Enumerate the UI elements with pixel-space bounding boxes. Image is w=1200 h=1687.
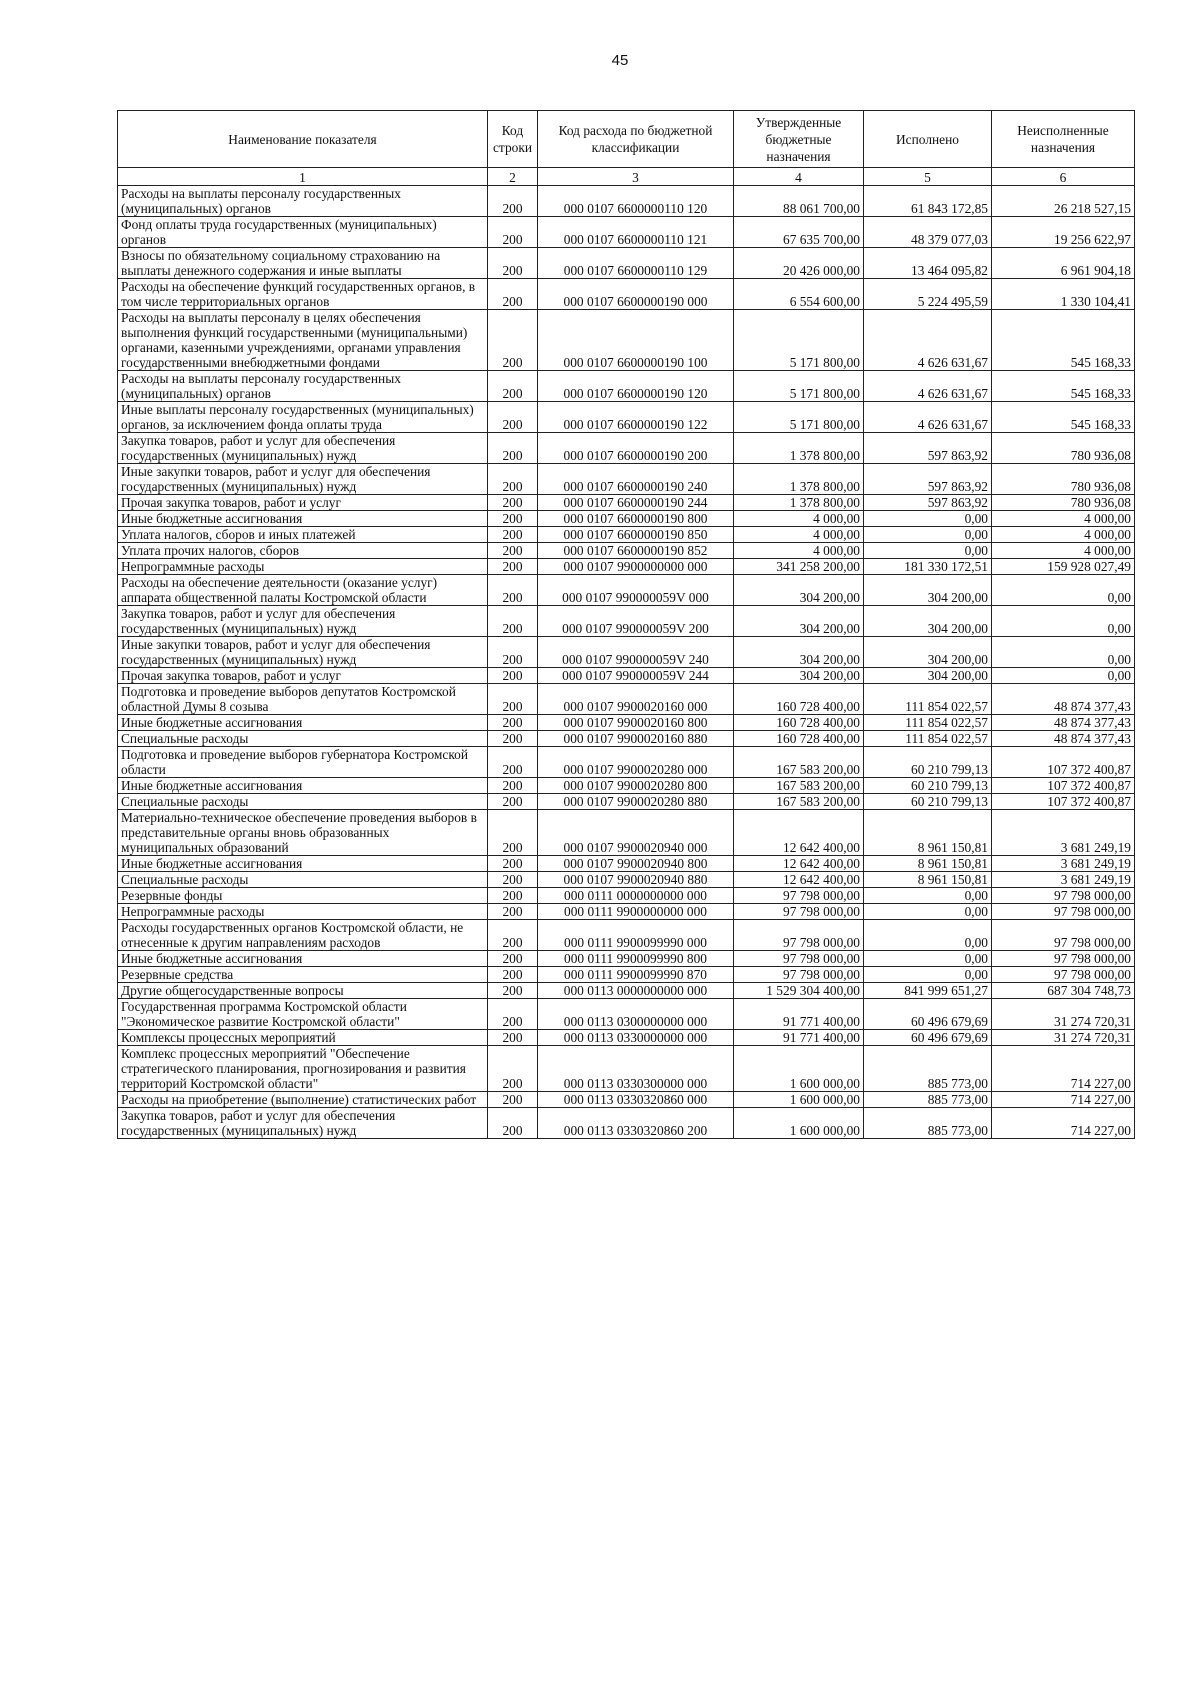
row-approved-cell: 91 771 400,00 bbox=[734, 1030, 864, 1046]
row-executed-cell: 597 863,92 bbox=[864, 433, 992, 464]
table-row bbox=[118, 778, 1135, 794]
row-classification-cell: 000 0107 6600000190 000 bbox=[538, 279, 734, 310]
row-executed-cell: 13 464 095,82 bbox=[864, 248, 992, 279]
row-unexecuted-cell: 107 372 400,87 bbox=[992, 794, 1135, 810]
row-classification-cell: 000 0113 0330300000 000 bbox=[538, 1046, 734, 1092]
row-line-code-cell: 200 bbox=[488, 402, 538, 433]
table-row bbox=[118, 464, 1135, 495]
row-name-cell: Специальные расходы bbox=[118, 731, 488, 747]
table-row bbox=[118, 1108, 1135, 1139]
row-executed-cell: 8 961 150,81 bbox=[864, 872, 992, 888]
row-classification-cell: 000 0107 6600000190 240 bbox=[538, 464, 734, 495]
row-approved-cell: 88 061 700,00 bbox=[734, 186, 864, 217]
row-name-cell: Резервные фонды bbox=[118, 888, 488, 904]
row-approved-cell: 5 171 800,00 bbox=[734, 402, 864, 433]
row-approved-cell: 1 529 304 400,00 bbox=[734, 983, 864, 999]
row-classification-cell: 000 0113 0330320860 000 bbox=[538, 1092, 734, 1108]
row-unexecuted-cell: 26 218 527,15 bbox=[992, 186, 1135, 217]
row-executed-cell: 0,00 bbox=[864, 888, 992, 904]
row-name-cell: Расходы на приобретение (выполнение) статистических работ bbox=[118, 1092, 488, 1108]
row-executed-cell: 885 773,00 bbox=[864, 1046, 992, 1092]
row-line-code-cell: 200 bbox=[488, 999, 538, 1030]
row-classification-cell: 000 0113 0330320860 200 bbox=[538, 1108, 734, 1139]
row-classification-cell: 000 0107 6600000190 800 bbox=[538, 511, 734, 527]
row-name-cell: Иные бюджетные ассигнования bbox=[118, 778, 488, 794]
row-unexecuted-cell: 159 928 027,49 bbox=[992, 559, 1135, 575]
row-line-code-cell: 200 bbox=[488, 951, 538, 967]
row-name-cell: Уплата прочих налогов, сборов bbox=[118, 543, 488, 559]
row-classification-cell: 000 0107 990000059V 240 bbox=[538, 637, 734, 668]
table-row bbox=[118, 527, 1135, 543]
row-executed-cell: 0,00 bbox=[864, 527, 992, 543]
table-row bbox=[118, 1092, 1135, 1108]
row-unexecuted-cell: 31 274 720,31 bbox=[992, 999, 1135, 1030]
row-approved-cell: 160 728 400,00 bbox=[734, 731, 864, 747]
row-unexecuted-cell: 31 274 720,31 bbox=[992, 1030, 1135, 1046]
row-name-cell: Иные выплаты персоналу государственных (муниципальных) органов, за исключением фонда оплаты труда bbox=[118, 402, 488, 433]
row-classification-cell: 000 0107 6600000190 850 bbox=[538, 527, 734, 543]
row-line-code-cell: 200 bbox=[488, 559, 538, 575]
row-executed-cell: 8 961 150,81 bbox=[864, 856, 992, 872]
table-row bbox=[118, 511, 1135, 527]
row-line-code-cell: 200 bbox=[488, 637, 538, 668]
row-line-code-cell: 200 bbox=[488, 1030, 538, 1046]
row-approved-cell: 1 378 800,00 bbox=[734, 433, 864, 464]
row-line-code-cell: 200 bbox=[488, 433, 538, 464]
row-classification-cell: 000 0107 9900020280 800 bbox=[538, 778, 734, 794]
row-name-cell: Комплекс процессных мероприятий "Обеспечение стратегического планирования, прогнозирования и развития территорий Костромской области" bbox=[118, 1046, 488, 1092]
row-line-code-cell: 200 bbox=[488, 527, 538, 543]
row-line-code-cell: 200 bbox=[488, 606, 538, 637]
row-executed-cell: 60 210 799,13 bbox=[864, 747, 992, 778]
row-line-code-cell: 200 bbox=[488, 731, 538, 747]
row-unexecuted-cell: 714 227,00 bbox=[992, 1092, 1135, 1108]
table-row bbox=[118, 371, 1135, 402]
row-line-code-cell: 200 bbox=[488, 248, 538, 279]
row-unexecuted-cell: 4 000,00 bbox=[992, 527, 1135, 543]
row-classification-cell: 000 0107 9900020160 000 bbox=[538, 684, 734, 715]
row-name-cell: Закупка товаров, работ и услуг для обеспечения государственных (муниципальных) нужд bbox=[118, 1108, 488, 1139]
row-name-cell: Специальные расходы bbox=[118, 872, 488, 888]
table-row bbox=[118, 668, 1135, 684]
row-unexecuted-cell: 0,00 bbox=[992, 637, 1135, 668]
row-classification-cell: 000 0107 6600000190 852 bbox=[538, 543, 734, 559]
row-executed-cell: 8 961 150,81 bbox=[864, 810, 992, 856]
row-classification-cell: 000 0107 9900020940 000 bbox=[538, 810, 734, 856]
row-classification-cell: 000 0111 0000000000 000 bbox=[538, 888, 734, 904]
row-unexecuted-cell: 4 000,00 bbox=[992, 511, 1135, 527]
row-line-code-cell: 200 bbox=[488, 904, 538, 920]
row-approved-cell: 67 635 700,00 bbox=[734, 217, 864, 248]
row-approved-cell: 4 000,00 bbox=[734, 543, 864, 559]
table-row bbox=[118, 637, 1135, 668]
row-name-cell: Взносы по обязательному социальному страхованию на выплаты денежного содержания и иные выплаты bbox=[118, 248, 488, 279]
row-executed-cell: 4 626 631,67 bbox=[864, 310, 992, 371]
row-executed-cell: 61 843 172,85 bbox=[864, 186, 992, 217]
row-approved-cell: 6 554 600,00 bbox=[734, 279, 864, 310]
table-row bbox=[118, 715, 1135, 731]
row-executed-cell: 0,00 bbox=[864, 951, 992, 967]
budget-execution-table bbox=[117, 110, 1135, 1139]
row-line-code-cell: 200 bbox=[488, 495, 538, 511]
row-name-cell: Фонд оплаты труда государственных (муниципальных) органов bbox=[118, 217, 488, 248]
row-name-cell: Закупка товаров, работ и услуг для обеспечения государственных (муниципальных) нужд bbox=[118, 606, 488, 637]
row-classification-cell: 000 0111 9900000000 000 bbox=[538, 904, 734, 920]
row-unexecuted-cell: 545 168,33 bbox=[992, 371, 1135, 402]
row-approved-cell: 5 171 800,00 bbox=[734, 310, 864, 371]
row-line-code-cell: 200 bbox=[488, 747, 538, 778]
row-name-cell: Иные бюджетные ассигнования bbox=[118, 511, 488, 527]
row-approved-cell: 5 171 800,00 bbox=[734, 371, 864, 402]
header-row bbox=[118, 111, 1135, 168]
row-approved-cell: 91 771 400,00 bbox=[734, 999, 864, 1030]
row-name-cell: Непрограммные расходы bbox=[118, 904, 488, 920]
row-line-code-cell: 200 bbox=[488, 186, 538, 217]
row-line-code-cell: 200 bbox=[488, 1092, 538, 1108]
row-executed-cell: 0,00 bbox=[864, 543, 992, 559]
row-executed-cell: 304 200,00 bbox=[864, 606, 992, 637]
row-executed-cell: 111 854 022,57 bbox=[864, 715, 992, 731]
row-classification-cell: 000 0111 9900099990 870 bbox=[538, 967, 734, 983]
table-row bbox=[118, 967, 1135, 983]
table-row bbox=[118, 920, 1135, 951]
header-executed: Исполнено bbox=[864, 111, 992, 168]
row-approved-cell: 20 426 000,00 bbox=[734, 248, 864, 279]
row-executed-cell: 597 863,92 bbox=[864, 495, 992, 511]
row-classification-cell: 000 0107 9900020280 000 bbox=[538, 747, 734, 778]
table-row bbox=[118, 747, 1135, 778]
column-number: 5 bbox=[864, 168, 992, 186]
row-approved-cell: 304 200,00 bbox=[734, 575, 864, 606]
table-row bbox=[118, 904, 1135, 920]
row-approved-cell: 160 728 400,00 bbox=[734, 684, 864, 715]
row-classification-cell: 000 0111 9900099990 000 bbox=[538, 920, 734, 951]
table-row bbox=[118, 856, 1135, 872]
row-classification-cell: 000 0111 9900099990 800 bbox=[538, 951, 734, 967]
row-line-code-cell: 200 bbox=[488, 543, 538, 559]
row-executed-cell: 111 854 022,57 bbox=[864, 684, 992, 715]
row-approved-cell: 97 798 000,00 bbox=[734, 951, 864, 967]
row-unexecuted-cell: 714 227,00 bbox=[992, 1108, 1135, 1139]
row-unexecuted-cell: 3 681 249,19 bbox=[992, 810, 1135, 856]
row-classification-cell: 000 0107 6600000190 122 bbox=[538, 402, 734, 433]
table-row bbox=[118, 872, 1135, 888]
row-executed-cell: 0,00 bbox=[864, 920, 992, 951]
row-line-code-cell: 200 bbox=[488, 920, 538, 951]
row-name-cell: Расходы на обеспечение деятельности (оказание услуг) аппарата общественной палаты Костромской области bbox=[118, 575, 488, 606]
row-classification-cell: 000 0107 6600000110 120 bbox=[538, 186, 734, 217]
row-executed-cell: 885 773,00 bbox=[864, 1108, 992, 1139]
row-executed-cell: 597 863,92 bbox=[864, 464, 992, 495]
row-classification-cell: 000 0107 6600000190 244 bbox=[538, 495, 734, 511]
row-name-cell: Иные бюджетные ассигнования bbox=[118, 951, 488, 967]
header-line-code: Код строки bbox=[488, 111, 538, 168]
column-number: 6 bbox=[992, 168, 1135, 186]
row-line-code-cell: 200 bbox=[488, 371, 538, 402]
row-name-cell: Другие общегосударственные вопросы bbox=[118, 983, 488, 999]
table-row bbox=[118, 731, 1135, 747]
row-executed-cell: 4 626 631,67 bbox=[864, 402, 992, 433]
row-approved-cell: 1 378 800,00 bbox=[734, 495, 864, 511]
row-approved-cell: 341 258 200,00 bbox=[734, 559, 864, 575]
row-unexecuted-cell: 687 304 748,73 bbox=[992, 983, 1135, 999]
table-row bbox=[118, 888, 1135, 904]
row-classification-cell: 000 0107 9900020940 800 bbox=[538, 856, 734, 872]
row-line-code-cell: 200 bbox=[488, 872, 538, 888]
row-name-cell: Закупка товаров, работ и услуг для обеспечения государственных (муниципальных) нужд bbox=[118, 433, 488, 464]
table-row bbox=[118, 186, 1135, 217]
row-executed-cell: 60 496 679,69 bbox=[864, 999, 992, 1030]
row-classification-cell: 000 0107 9900020940 880 bbox=[538, 872, 734, 888]
row-name-cell: Непрограммные расходы bbox=[118, 559, 488, 575]
row-unexecuted-cell: 6 961 904,18 bbox=[992, 248, 1135, 279]
row-unexecuted-cell: 0,00 bbox=[992, 606, 1135, 637]
row-line-code-cell: 200 bbox=[488, 279, 538, 310]
row-unexecuted-cell: 107 372 400,87 bbox=[992, 778, 1135, 794]
table-row bbox=[118, 217, 1135, 248]
row-line-code-cell: 200 bbox=[488, 983, 538, 999]
row-executed-cell: 0,00 bbox=[864, 904, 992, 920]
header-classification-code: Код расхода по бюджетной классификации bbox=[538, 111, 734, 168]
row-name-cell: Расходы на выплаты персоналу государственных (муниципальных) органов bbox=[118, 186, 488, 217]
row-line-code-cell: 200 bbox=[488, 684, 538, 715]
table-row bbox=[118, 402, 1135, 433]
row-classification-cell: 000 0107 9900020280 880 bbox=[538, 794, 734, 810]
table-row bbox=[118, 433, 1135, 464]
row-unexecuted-cell: 97 798 000,00 bbox=[992, 951, 1135, 967]
row-line-code-cell: 200 bbox=[488, 1046, 538, 1092]
row-line-code-cell: 200 bbox=[488, 888, 538, 904]
row-executed-cell: 60 210 799,13 bbox=[864, 794, 992, 810]
row-executed-cell: 841 999 651,27 bbox=[864, 983, 992, 999]
row-classification-cell: 000 0113 0300000000 000 bbox=[538, 999, 734, 1030]
row-approved-cell: 97 798 000,00 bbox=[734, 967, 864, 983]
row-unexecuted-cell: 48 874 377,43 bbox=[992, 731, 1135, 747]
header-unexecuted: Неисполненные назначения bbox=[992, 111, 1135, 168]
row-line-code-cell: 200 bbox=[488, 778, 538, 794]
row-approved-cell: 1 600 000,00 bbox=[734, 1108, 864, 1139]
table-row bbox=[118, 794, 1135, 810]
row-unexecuted-cell: 780 936,08 bbox=[992, 433, 1135, 464]
row-name-cell: Подготовка и проведение выборов губернатора Костромской области bbox=[118, 747, 488, 778]
row-classification-cell: 000 0107 9900020160 880 bbox=[538, 731, 734, 747]
row-classification-cell: 000 0107 990000059V 000 bbox=[538, 575, 734, 606]
row-approved-cell: 1 378 800,00 bbox=[734, 464, 864, 495]
row-line-code-cell: 200 bbox=[488, 575, 538, 606]
row-name-cell: Специальные расходы bbox=[118, 794, 488, 810]
row-unexecuted-cell: 97 798 000,00 bbox=[992, 920, 1135, 951]
row-executed-cell: 0,00 bbox=[864, 967, 992, 983]
row-name-cell: Уплата налогов, сборов и иных платежей bbox=[118, 527, 488, 543]
row-name-cell: Иные бюджетные ассигнования bbox=[118, 715, 488, 731]
row-unexecuted-cell: 545 168,33 bbox=[992, 310, 1135, 371]
row-name-cell: Расходы государственных органов Костромской области, не отнесенные к другим направлениям расходов bbox=[118, 920, 488, 951]
row-name-cell: Расходы на выплаты персоналу государственных (муниципальных) органов bbox=[118, 371, 488, 402]
row-name-cell: Материально-техническое обеспечение проведения выборов в представительные органы вновь образованных муниципальных образований bbox=[118, 810, 488, 856]
table-row bbox=[118, 810, 1135, 856]
row-executed-cell: 181 330 172,51 bbox=[864, 559, 992, 575]
row-unexecuted-cell: 714 227,00 bbox=[992, 1046, 1135, 1092]
row-line-code-cell: 200 bbox=[488, 464, 538, 495]
table-body bbox=[118, 186, 1135, 1139]
row-line-code-cell: 200 bbox=[488, 715, 538, 731]
row-classification-cell: 000 0107 6600000190 100 bbox=[538, 310, 734, 371]
page-number: 45 bbox=[611, 52, 629, 69]
table-row bbox=[118, 575, 1135, 606]
column-number: 4 bbox=[734, 168, 864, 186]
row-classification-cell: 000 0107 6600000190 200 bbox=[538, 433, 734, 464]
row-unexecuted-cell: 780 936,08 bbox=[992, 464, 1135, 495]
row-classification-cell: 000 0107 6600000190 120 bbox=[538, 371, 734, 402]
row-name-cell: Расходы на выплаты персоналу в целях обеспечения выполнения функций государственными (муниципальными) органами, казенными учреждениями, органами управления государственными внебюджетными фондами bbox=[118, 310, 488, 371]
column-number: 3 bbox=[538, 168, 734, 186]
row-unexecuted-cell: 107 372 400,87 bbox=[992, 747, 1135, 778]
row-unexecuted-cell: 545 168,33 bbox=[992, 402, 1135, 433]
row-approved-cell: 1 600 000,00 bbox=[734, 1046, 864, 1092]
row-approved-cell: 167 583 200,00 bbox=[734, 747, 864, 778]
row-unexecuted-cell: 1 330 104,41 bbox=[992, 279, 1135, 310]
row-executed-cell: 60 496 679,69 bbox=[864, 1030, 992, 1046]
row-approved-cell: 97 798 000,00 bbox=[734, 904, 864, 920]
row-approved-cell: 4 000,00 bbox=[734, 511, 864, 527]
row-executed-cell: 111 854 022,57 bbox=[864, 731, 992, 747]
row-approved-cell: 304 200,00 bbox=[734, 606, 864, 637]
table-row bbox=[118, 248, 1135, 279]
table-row bbox=[118, 1030, 1135, 1046]
row-name-cell: Иные закупки товаров, работ и услуг для обеспечения государственных (муниципальных) нужд bbox=[118, 464, 488, 495]
row-line-code-cell: 200 bbox=[488, 794, 538, 810]
row-executed-cell: 60 210 799,13 bbox=[864, 778, 992, 794]
row-classification-cell: 000 0107 9900020160 800 bbox=[538, 715, 734, 731]
row-approved-cell: 304 200,00 bbox=[734, 637, 864, 668]
row-unexecuted-cell: 97 798 000,00 bbox=[992, 888, 1135, 904]
column-number-row bbox=[118, 168, 1135, 186]
row-approved-cell: 97 798 000,00 bbox=[734, 888, 864, 904]
row-unexecuted-cell: 4 000,00 bbox=[992, 543, 1135, 559]
row-unexecuted-cell: 97 798 000,00 bbox=[992, 904, 1135, 920]
row-unexecuted-cell: 3 681 249,19 bbox=[992, 872, 1135, 888]
row-line-code-cell: 200 bbox=[488, 511, 538, 527]
header-approved: Утвержденные бюджетные назначения bbox=[734, 111, 864, 168]
row-name-cell: Расходы на обеспечение функций государственных органов, в том числе территориальных органов bbox=[118, 279, 488, 310]
row-classification-cell: 000 0113 0330000000 000 bbox=[538, 1030, 734, 1046]
row-unexecuted-cell: 0,00 bbox=[992, 668, 1135, 684]
row-unexecuted-cell: 780 936,08 bbox=[992, 495, 1135, 511]
row-classification-cell: 000 0107 6600000110 121 bbox=[538, 217, 734, 248]
row-classification-cell: 000 0107 990000059V 244 bbox=[538, 668, 734, 684]
row-unexecuted-cell: 48 874 377,43 bbox=[992, 715, 1135, 731]
row-classification-cell: 000 0107 9900000000 000 bbox=[538, 559, 734, 575]
row-name-cell: Прочая закупка товаров, работ и услуг bbox=[118, 668, 488, 684]
row-line-code-cell: 200 bbox=[488, 217, 538, 248]
table-row bbox=[118, 983, 1135, 999]
row-executed-cell: 5 224 495,59 bbox=[864, 279, 992, 310]
row-classification-cell: 000 0107 6600000110 129 bbox=[538, 248, 734, 279]
row-name-cell: Подготовка и проведение выборов депутатов Костромской областной Думы 8 созыва bbox=[118, 684, 488, 715]
column-number: 2 bbox=[488, 168, 538, 186]
row-executed-cell: 0,00 bbox=[864, 511, 992, 527]
column-number: 1 bbox=[118, 168, 488, 186]
row-approved-cell: 304 200,00 bbox=[734, 668, 864, 684]
row-classification-cell: 000 0107 990000059V 200 bbox=[538, 606, 734, 637]
row-approved-cell: 160 728 400,00 bbox=[734, 715, 864, 731]
row-name-cell: Государственная программа Костромской области "Экономическое развитие Костромской области" bbox=[118, 999, 488, 1030]
row-approved-cell: 167 583 200,00 bbox=[734, 794, 864, 810]
row-executed-cell: 4 626 631,67 bbox=[864, 371, 992, 402]
row-name-cell: Иные бюджетные ассигнования bbox=[118, 856, 488, 872]
row-approved-cell: 12 642 400,00 bbox=[734, 856, 864, 872]
table-row bbox=[118, 1046, 1135, 1092]
row-executed-cell: 304 200,00 bbox=[864, 668, 992, 684]
row-unexecuted-cell: 0,00 bbox=[992, 575, 1135, 606]
row-line-code-cell: 200 bbox=[488, 967, 538, 983]
row-approved-cell: 12 642 400,00 bbox=[734, 872, 864, 888]
table-row bbox=[118, 310, 1135, 371]
row-approved-cell: 4 000,00 bbox=[734, 527, 864, 543]
row-executed-cell: 48 379 077,03 bbox=[864, 217, 992, 248]
row-name-cell: Прочая закупка товаров, работ и услуг bbox=[118, 495, 488, 511]
row-line-code-cell: 200 bbox=[488, 310, 538, 371]
row-unexecuted-cell: 3 681 249,19 bbox=[992, 856, 1135, 872]
row-approved-cell: 167 583 200,00 bbox=[734, 778, 864, 794]
table-row bbox=[118, 999, 1135, 1030]
row-unexecuted-cell: 48 874 377,43 bbox=[992, 684, 1135, 715]
table-row bbox=[118, 543, 1135, 559]
row-line-code-cell: 200 bbox=[488, 1108, 538, 1139]
table-row bbox=[118, 606, 1135, 637]
row-executed-cell: 885 773,00 bbox=[864, 1092, 992, 1108]
row-approved-cell: 97 798 000,00 bbox=[734, 920, 864, 951]
table-row bbox=[118, 951, 1135, 967]
row-name-cell: Комплексы процессных мероприятий bbox=[118, 1030, 488, 1046]
row-classification-cell: 000 0113 0000000000 000 bbox=[538, 983, 734, 999]
table-row bbox=[118, 559, 1135, 575]
row-line-code-cell: 200 bbox=[488, 810, 538, 856]
row-executed-cell: 304 200,00 bbox=[864, 575, 992, 606]
row-approved-cell: 12 642 400,00 bbox=[734, 810, 864, 856]
row-line-code-cell: 200 bbox=[488, 856, 538, 872]
table-row bbox=[118, 279, 1135, 310]
row-approved-cell: 1 600 000,00 bbox=[734, 1092, 864, 1108]
row-name-cell: Иные закупки товаров, работ и услуг для обеспечения государственных (муниципальных) нужд bbox=[118, 637, 488, 668]
row-unexecuted-cell: 19 256 622,97 bbox=[992, 217, 1135, 248]
table-row bbox=[118, 684, 1135, 715]
header-indicator-name: Наименование показателя bbox=[118, 111, 488, 168]
row-executed-cell: 304 200,00 bbox=[864, 637, 992, 668]
row-unexecuted-cell: 97 798 000,00 bbox=[992, 967, 1135, 983]
table-row bbox=[118, 495, 1135, 511]
row-line-code-cell: 200 bbox=[488, 668, 538, 684]
row-name-cell: Резервные средства bbox=[118, 967, 488, 983]
